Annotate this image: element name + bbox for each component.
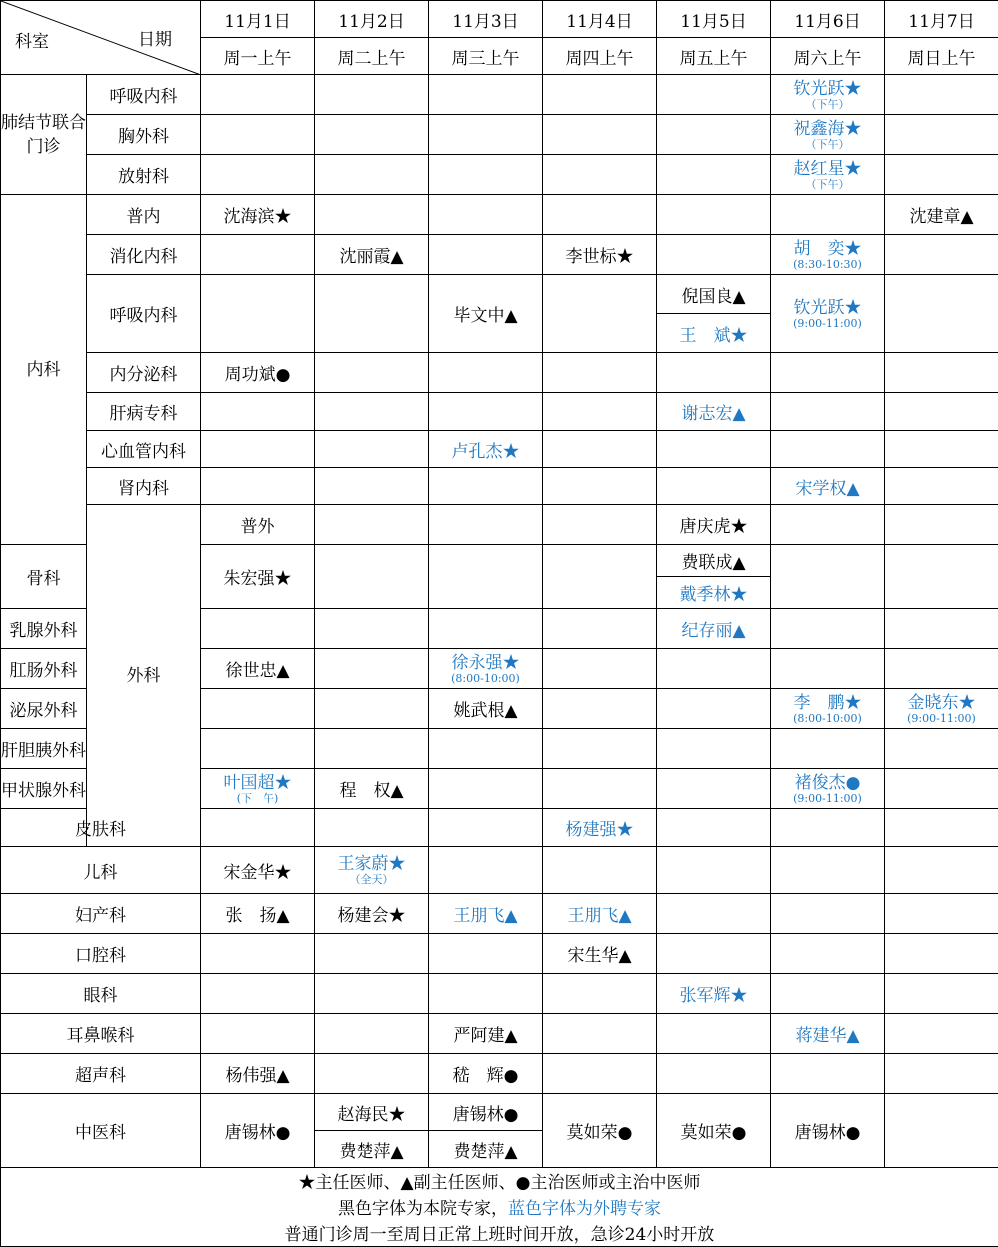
doctor-cell: 杨建强★ (543, 809, 657, 847)
group-surgery: 外科 (87, 505, 201, 847)
dept-resp: 呼吸内科 (87, 275, 201, 353)
dept-eye: 眼科 (1, 974, 201, 1014)
doctor-cell: 周功斌● (201, 353, 315, 393)
dept-liver: 肝病专科 (87, 393, 201, 431)
time-note: （下午） (771, 179, 884, 191)
dept-dental: 口腔科 (1, 934, 201, 974)
doctor-name: 褚俊杰● (771, 773, 884, 793)
legend-blue-note: 蓝色字体为外聘专家 (508, 1199, 661, 1219)
doctor-cell: 沈丽霞▲ (315, 235, 429, 275)
doctor-cell: 宋金华★ (201, 847, 315, 894)
weekday-cell: 周日上午 (885, 38, 998, 75)
date-cell: 11月1日 (201, 1, 315, 38)
legend-hours: 普通门诊周一至周日正常上班时间开放，急诊24小时开放 (1, 1220, 998, 1247)
doctor-cell: 程 权▲ (315, 769, 429, 809)
dept-tcm: 中医科 (1, 1094, 201, 1168)
doctor-name: 祝鑫海★ (771, 119, 884, 139)
doctor-name: 李 鹏★ (771, 693, 884, 713)
time-note: (8:00-10:00) (771, 713, 884, 725)
doctor-cell: 沈建章▲ (885, 195, 998, 235)
doctor-cell: 张军辉★ (657, 974, 771, 1014)
doctor-cell: 朱宏强★ (201, 545, 315, 609)
doctor-cell: 蒋建华▲ (771, 1014, 885, 1054)
time-note: （下午） (771, 139, 884, 151)
doctor-cell: 沈海滨★ (201, 195, 315, 235)
doctor-name: 赵红星★ (771, 159, 884, 179)
doctor-cell: 费楚萍▲ (315, 1131, 429, 1168)
time-note: (9:00-11:00) (771, 793, 884, 805)
time-note: （下午） (771, 99, 884, 111)
dept-ultrasound: 超声科 (1, 1054, 201, 1094)
doctor-cell (771, 235, 885, 275)
dept-ortho: 骨科 (1, 545, 87, 609)
legend-titles: ★主任医师、▲副主任医师、●主治医师或主治中医师 (1, 1168, 998, 1194)
dept-obgyn: 妇产科 (1, 894, 201, 934)
doctor-name: 钦光跃★ (771, 79, 884, 99)
dept-cardio: 心血管内科 (87, 431, 201, 468)
dept-lung-resp: 呼吸内科 (87, 75, 201, 115)
time-note: (8:30-10:30) (771, 259, 884, 271)
date-cell: 11月4日 (543, 1, 657, 38)
doctor-cell: 倪国良▲ (657, 275, 771, 314)
weekday-cell: 周六上午 (771, 38, 885, 75)
doctor-cell (771, 689, 885, 729)
weekday-cell: 周一上午 (201, 38, 315, 75)
doctor-cell: 李世标★ (543, 235, 657, 275)
weekday-cell: 周五上午 (657, 38, 771, 75)
doctor-cell (771, 75, 885, 115)
doctor-cell: 唐庆虎★ (657, 505, 771, 545)
group-label: 肺结节联合门诊 (1, 113, 86, 157)
doctor-cell (429, 649, 543, 689)
doctor-cell: 杨伟强▲ (201, 1054, 315, 1094)
doctor-cell: 戴季林★ (657, 577, 771, 609)
dept-anorectal: 肛肠外科 (1, 649, 87, 689)
doctor-name: 叶国超★ (201, 773, 314, 793)
doctor-cell: 费楚萍▲ (429, 1131, 543, 1168)
date-cell: 11月6日 (771, 1, 885, 38)
date-cell: 11月2日 (315, 1, 429, 38)
doctor-cell: 张 扬▲ (201, 894, 315, 934)
weekday-cell: 周四上午 (543, 38, 657, 75)
doctor-cell (885, 689, 998, 729)
date-cell: 11月7日 (885, 1, 998, 38)
doctor-cell: 王朋飞▲ (543, 894, 657, 934)
date-cell: 11月3日 (429, 1, 543, 38)
date-header-label: 日期 (138, 25, 172, 50)
doctor-cell: 莫如荣● (543, 1094, 657, 1168)
time-note: (下 午) (201, 793, 314, 805)
doctor-name: 胡 奕★ (771, 239, 884, 259)
doctor-cell (771, 275, 885, 353)
doctor-name: 钦光跃★ (771, 298, 884, 318)
dept-derma: 皮肤科 (1, 809, 201, 847)
dept-thyroid: 甲状腺外科 (1, 769, 87, 809)
dept-urology: 泌尿外科 (1, 689, 87, 729)
dept-gen-surgery: 普外 (201, 505, 315, 545)
doctor-cell (771, 155, 885, 195)
doctor-cell: 毕文中▲ (429, 275, 543, 353)
time-note: (9:00-11:00) (885, 713, 998, 725)
dept-hepatobiliary: 肝胆胰外科 (1, 729, 87, 769)
doctor-cell: 赵海民★ (315, 1094, 429, 1131)
dept-endocrine: 内分泌科 (87, 353, 201, 393)
doctor-cell (315, 847, 429, 894)
doctor-name: 金晓东★ (885, 693, 998, 713)
doctor-cell: 嵇 辉● (429, 1054, 543, 1094)
doctor-cell: 卢孔杰★ (429, 431, 543, 468)
time-note: （全天） (315, 874, 428, 886)
doctor-cell: 王 斌★ (657, 314, 771, 353)
dept-lung-thoracic: 胸外科 (87, 115, 201, 155)
legend-colors (1, 1194, 998, 1220)
doctor-cell: 姚武根▲ (429, 689, 543, 729)
doctor-name: 徐永强★ (429, 653, 542, 673)
doctor-cell (771, 769, 885, 809)
dept-gastro: 消化内科 (87, 235, 201, 275)
group-internal: 内科 (1, 195, 87, 545)
weekday-cell: 周二上午 (315, 38, 429, 75)
doctor-cell: 谢志宏▲ (657, 393, 771, 431)
group-lung-nodule (1, 75, 87, 195)
dept-ent: 耳鼻喉科 (1, 1014, 201, 1054)
doctor-cell: 杨建会★ (315, 894, 429, 934)
time-note: (8:00-10:00) (429, 673, 542, 685)
dept-nephro: 肾内科 (87, 468, 201, 505)
date-cell: 11月5日 (657, 1, 771, 38)
dept-breast: 乳腺外科 (1, 609, 87, 649)
doctor-cell: 徐世忠▲ (201, 649, 315, 689)
doctor-cell (201, 769, 315, 809)
time-note: (9:00-11:00) (771, 318, 884, 330)
doctor-cell: 唐锡林● (429, 1094, 543, 1131)
doctor-cell: 宋生华▲ (543, 934, 657, 974)
doctor-cell: 宋学权▲ (771, 468, 885, 505)
dept-gen-internal: 普内 (87, 195, 201, 235)
department-header-label: 科室 (15, 27, 49, 52)
doctor-cell: 严阿建▲ (429, 1014, 543, 1054)
doctor-cell: 唐锡林● (771, 1094, 885, 1168)
dept-lung-radiology: 放射科 (87, 155, 201, 195)
legend-black-note: 黑色字体为本院专家， (338, 1199, 508, 1219)
dept-pediatrics: 儿科 (1, 847, 201, 894)
doctor-cell: 唐锡林● (201, 1094, 315, 1168)
doctor-cell: 王朋飞▲ (429, 894, 543, 934)
doctor-cell: 纪存丽▲ (657, 609, 771, 649)
header-corner-cell (1, 1, 201, 75)
doctor-cell: 莫如荣● (657, 1094, 771, 1168)
doctor-cell (771, 115, 885, 155)
doctor-name: 王家蔚★ (315, 854, 428, 874)
weekday-cell: 周三上午 (429, 38, 543, 75)
doctor-cell: 费联成▲ (657, 545, 771, 577)
